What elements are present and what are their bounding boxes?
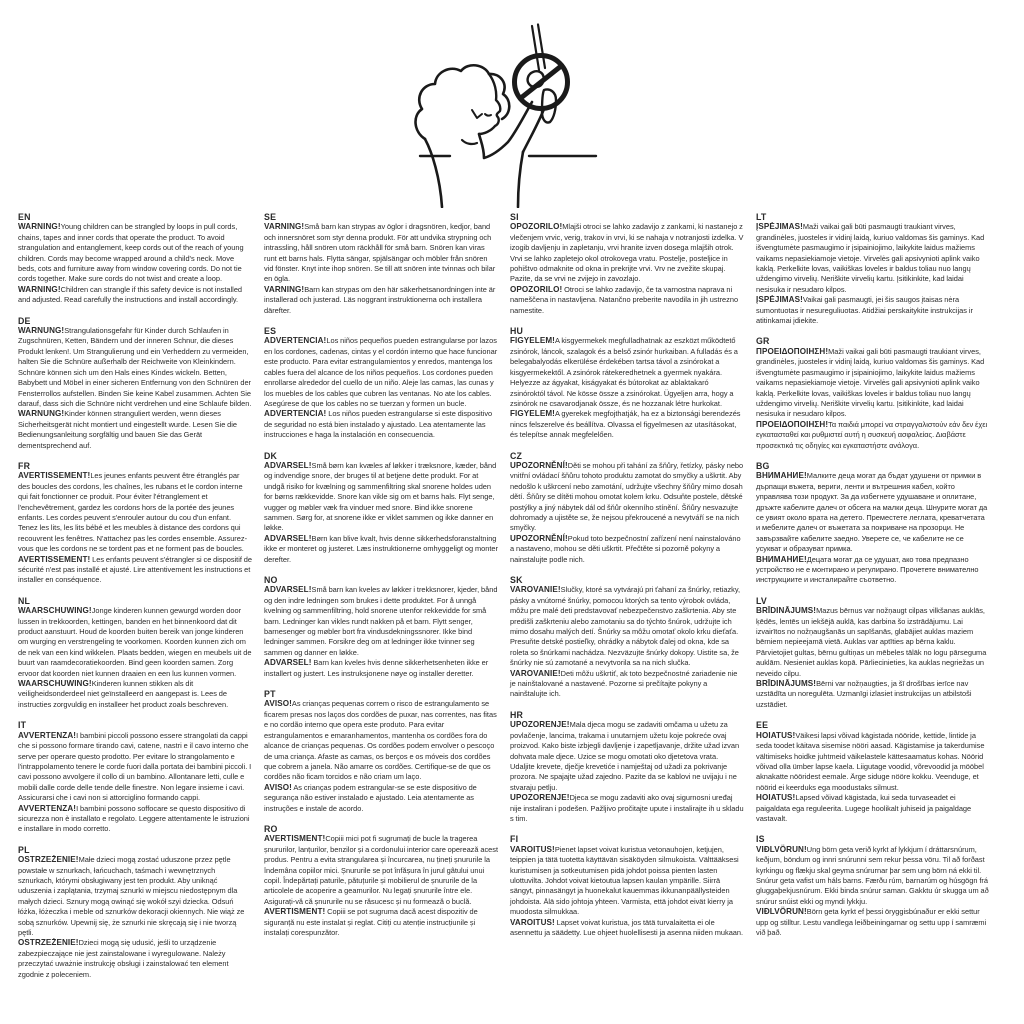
warning-text: Deti môžu uškrtiť, ak toto bezpečnostné zariadenie nie je nainštalované a nastavené. Pozorne si prečítajte pokyny a nainštalujte ich.	[510, 668, 738, 699]
warning-paragraph	[756, 222, 990, 295]
warning-lead-word: FIGYELEM!	[510, 409, 555, 419]
warning-paragraph	[264, 585, 498, 658]
warning-paragraph	[510, 285, 744, 316]
warning-paragraph	[264, 461, 498, 534]
warning-paragraphs	[756, 606, 990, 710]
lang-section-EN	[18, 212, 252, 306]
lang-section-DK	[264, 451, 498, 565]
warning-text: Börn geta kyrkt ef þessi öryggisbúnaður er ekki settur upp og stilltur. Lestu vandlega leiðbeiningarnar og settu upp í samræmi við það.	[756, 907, 987, 937]
warning-paragraph	[18, 855, 252, 938]
warning-lead-word: VARNING!	[264, 284, 305, 294]
warning-paragraph	[18, 222, 252, 284]
cord-hazard-illustration	[392, 12, 644, 208]
warning-text: Lapsed võivad kägistada, kui seda turvaseadet ei paigaldata ega reguleerita. Lugege hoolikalt juhiseid ja paigaldage vastavalt.	[756, 793, 972, 823]
warning-paragraphs	[18, 855, 252, 980]
warning-paragraph	[756, 471, 990, 554]
warning-lead-word: AVVERTENZA!	[18, 803, 77, 813]
warning-paragraph	[510, 585, 744, 668]
warning-paragraphs	[756, 731, 990, 825]
lang-section-BG	[756, 461, 990, 586]
warning-lead-word: BRĪDINĀJUMS!	[756, 679, 817, 689]
language-code: HU	[510, 326, 524, 337]
warning-text: Vaikai gali pasmaugti, jei šis saugos įtaisas nėra sumontuotas ir nesureguliuotas. Atidžiai perskaitykite instrukcijas ir atitinkamai įdiekite.	[756, 295, 973, 326]
warning-paragraphs	[18, 471, 252, 585]
warning-lead-word: WARNUNG!	[18, 409, 65, 419]
warning-text: Малките деца могат да бъдат удушени от примки в дърпащи въжета, вериги, ленти и вътрешния кабел, който управлява този продукт. За да избегнете удушаване и оплитане, дръжте кабелите далеч от обсега на малки деца. Шнурите могат да се увият около врата на детето. Преместете леглата, креватчетата и мебелите далеч от въжетата за покриване на прозорци. Не завързвайте кабелите заедно. Уверете се, че кабелите не се усукват и образуват примка.	[756, 471, 988, 554]
language-code: FR	[18, 460, 31, 471]
warning-text: Otroci se lahko zadavijo, če ta varnostna naprava ni nameščena in nastavljena. Natančno preberite navodila in jih ustrezno namestite.	[510, 284, 739, 315]
warning-lead-word: OPOZORILO!	[510, 284, 563, 294]
warning-text: As crianças pequenas correm o risco de estrangulamento se ficarem presas nos laços dos cordões de puxar, nas correntes, nas fitas e no cordão interno que opera este produto. Para evitar estrangulamentos e emaranhamentos, mantenha os cordões fora do alcance de crianças pequenas. Os cordões podem envolver o pescoço de uma criança. Afaste as camas, os berços e os móveis dos cordões que cobrem a janela. Não amarre os cordões. Certifique-se de que os cordões não ficam torcidos e não criam um laço.	[264, 699, 497, 782]
warning-paragraph	[264, 409, 498, 440]
warning-paragraph	[756, 731, 990, 793]
warning-paragraph	[756, 793, 990, 824]
lang-section-NL	[18, 596, 252, 710]
language-code: LT	[756, 212, 767, 222]
warning-paragraph	[756, 907, 990, 938]
language-code: SI	[510, 212, 519, 222]
warning-paragraph	[264, 222, 498, 284]
lang-section-GR	[756, 336, 990, 450]
warning-text: Τα παιδιά μπορεί να στραγγαλιστούν εάν δεν έχει εγκατασταθεί και ρυθμιστεί αυτή η συσκευή ασφαλείας. Διαβάστε προσεκτικά τις οδηγίες και εγκαταστήστε ανάλογα.	[756, 419, 988, 450]
warning-text: Децата могат да се удушат, ако това предпазно устройство не е монтирано и регулирано. Прочетете внимателно инструкциите и инсталирайте съответно.	[756, 554, 979, 585]
warning-paragraphs	[756, 471, 990, 585]
warning-lead-word: BRĪDINĀJUMS!	[756, 606, 817, 616]
warning-text: Slučky, ktoré sa vytvárajú pri ťahaní za šnúrky, retiazky, pásky a vnútorné šnúrky, pomocou ktorých sa tento výrobok ovláda, môžu pre malé deti predstavovať nebezpečenstvo zaškrtenia. Aby ste predišli zaškrteniu alebo zamotaniu sa do týchto šnúrok, udržujte ich mimo dosahu malých detí. Šnúrky sa môžu omotať okolo krku dieťaťa. Presuňte detské postieľky, ohrádky a nábytok ďalej od okna, kde sa roleta so šnúrkami nachádza. Nezväzujte šnúrky dokopy. Uistite sa, že šnúrky nie sú zamotané a nevytvorila sa na nich slučka.	[510, 585, 741, 668]
language-code: EE	[756, 720, 769, 731]
warning-lead-word: WARNING!	[18, 222, 61, 232]
lang-section-LV	[756, 596, 990, 710]
warning-lead-word: ĮSPĖJIMAS!	[756, 222, 803, 232]
warning-text: Pienet lapset voivat kuristua vetonauhojen, ketjujen, teippien ja tätä tuotetta käyttävän sisäköyden silmukoista. Välttääksesi kuristumisen ja sotkeutumisen pidä johdot poissa pienten lasten ulottuvilta. Johdot voivat kietoutua lapsen kaulan ympärille. Siirrä sängyt, pinnasängyt ja huonekalut kauemmas ikkunanpäällysteiden johdoista. Älä sido johtoja yhteen. Varmista, että johdot eivät kierry ja muodosta silmukkaa.	[510, 844, 739, 917]
warning-lead-word: ADVERTENCIA!	[264, 336, 327, 346]
warning-text: As crianças podem estrangular-se se este dispositivo de segurança não estiver instalado e ajustado. Leia atentamente as instruções e instale de acordo.	[264, 782, 477, 813]
warning-paragraphs	[264, 336, 498, 440]
warning-paragraph	[756, 679, 990, 710]
warning-text: Små barn kan strypas av öglor i dragsnören, kedjor, band och innersnöret som styr denna produkt. För att undvika strypning och intrassling, håll snören utom räckhåll för små barn. Snören kan viras runt ett barns hals. Flytta sängar, spjälsängar och möbler från snören vid fönster. Knyt inte ihop snören. Se till att snören inte tvinnas och bilar en ögla.	[264, 222, 496, 284]
lang-section-RO	[264, 824, 498, 938]
warning-paragraphs	[18, 731, 252, 835]
lang-section-PL	[18, 845, 252, 980]
warning-paragraph	[756, 295, 990, 326]
language-code: HR	[510, 709, 524, 720]
warning-lead-word: ADVARSEL!	[264, 460, 312, 470]
warning-lead-word: ΠΡΟΕΙΔΟΠΟΙΗΣΗ!	[756, 346, 829, 356]
language-code: DK	[264, 450, 278, 461]
warning-paragraph	[18, 804, 252, 835]
language-code: ES	[264, 326, 277, 337]
column-3	[510, 212, 744, 948]
warning-paragraphs	[264, 699, 498, 813]
warning-text: Små barn kan kveles av løkker i trekksnorer, kjeder, bånd og den indre ledningen som brukes i dette produktet. For å unngå kvelning og sammenfiltring, hold snorene utenfor rekkevidde for små barn. Ledninger kan vikles rundt nakken på et barn. Flytt senger, barnesenger og møbler bort fra vindusdekningssnorer. Ikke bind ledninger sammen. Forsikre deg om at ledninger ikke tvinner seg sammen og danner en løkke.	[264, 585, 498, 657]
warning-text: Kinder können stranguliert werden, wenn dieses Sicherheitsgerät nicht montiert und eingestellt wurde. Lesen Sie die Bedienungsanleitung sorgfältig und bauen Sie das Gerät dementsprechend auf.	[18, 409, 238, 450]
warning-text: Barn kan kveles hvis denne sikkerhetsenheten ikke er installert og justert. Les instruksjonene nøye og installer deretter.	[264, 658, 489, 678]
warning-text: Jonge kinderen kunnen gewurgd worden door lussen in trekkoorden, kettingen, banden en het binnenkoord dat dit product aanstuurt. Houd de koorden buiten bereik van jonge kinderen om wurging en verstrengeling te voorkomen. Koorden kunnen zich om de nek van een kind wikkelen. Plaats bedden, wiegen en meubels uit de buurt van raamdecoratiekoorden. Bind geen koorden samen. Zorg ervoor dat koorden niet kunnen draaien en een lus kunnen vormen.	[18, 606, 252, 678]
warning-text: Děti se mohou při tahání za šňůry, řetízky, pásky nebo vnitřní ovládací šňůru tohoto produktu zamotat do smyčky a uškrtit. Aby nedošlo k uškrcení nebo zamotání, udržujte všechny šňůry mimo dosah dětí. Šňůry se dítěti mohou omotat kolem krku. Odsuňte postele, dětské postýlky a jiný nábytek dál od šňůr okenního stínění. Šňůry nesvazujte dohromady a ujistěte se, že nejsou překroucené a nevytváří se na nich smyčky.	[510, 460, 744, 533]
language-code: LV	[756, 595, 767, 606]
warning-paragraphs	[18, 222, 252, 305]
warning-paragraph	[510, 336, 744, 409]
warning-paragraph	[18, 285, 252, 306]
warning-lead-word: ADVARSEL!	[264, 585, 312, 595]
column-2	[264, 212, 498, 948]
language-code: CZ	[510, 450, 523, 461]
warning-lead-word: OSTRZEŻENIE!	[18, 855, 79, 865]
language-code: NO	[264, 575, 278, 585]
warning-paragraphs	[756, 222, 990, 326]
lang-section-IT	[18, 720, 252, 834]
warning-text: Mlajši otroci se lahko zadavijo z zankami, ki nastanejo z vlečenjem vrvic, verig, trakov in vrvi, ki se nahaja v notranjosti izdelka. V izogib davljenju in zapletanju, vrvi hranite izven dosega mlajših otrok. Vrvi se lahko zapletejo okol otrokovega vratu. Postelje, posteljice in pohištvo odmaknite od okna in prekrijte vrvi. Vrv ne zvežite skupaj. Pazite, da se vrvi ne zvijejo in zavozlajo.	[510, 222, 744, 284]
warning-lead-word: WARNING!	[18, 284, 61, 294]
language-code: IS	[756, 834, 765, 845]
warning-lead-word: ВНИМАНИЕ!	[756, 471, 807, 481]
warning-lead-word: FIGYELEM!	[510, 336, 555, 346]
warning-text: Les enfants peuvent s'étrangler si ce dispositif de sécurité n'est pas installé et ajusté. Lire attentivement les instructions et installer en conséquence.	[18, 554, 252, 585]
lang-section-LT	[756, 212, 990, 326]
warning-paragraph	[18, 938, 252, 980]
warning-text: Ung börn geta verið kyrkt af lykkjum í dráttarsnúrum, keðjum, böndum og innri snúrunni sem rekur þessa vöru. Til að forðast kyrkingu og flækju skal geyma snúrurnar þar sem ung börn ná ekki til. Snúrur geta vafist um háls barns. Færðu rúm, barnarúm og húsgögn frá gluggaþekjusnúrum. Ekki binda snúrur saman. Gakktu úr skugga um að snúrur snúist ekki og myndi lykkju.	[756, 844, 989, 906]
warning-paragraph	[510, 793, 744, 824]
language-code: PL	[18, 844, 30, 855]
warning-text: Bērni var nožņaugties, ja šī drošības ierīce nav uzstādīta un noregulēta. Uzmanīgi izlasiet instrukcijas un atbilstoši uzstādiet.	[756, 679, 972, 709]
warning-lead-word: UPOZORENJE!	[510, 793, 570, 803]
warning-text: Children can strangle if this safety device is not installed and adjusted. Read carefully the instructions and install accordingly.	[18, 284, 243, 305]
language-code: FI	[510, 834, 519, 845]
warning-text: Mazus bērnus var nožņaugt cilpas vilkšanas auklās, ķēdēs, lentēs un iekšējā auklā, kas darbina šo izstrādājumu. Lai izvairītos no nožņaugšanās un sapīšanās, glabājiet auklas maziem bērniem nepieejamā vietā. Auklas var aptīties ap bērna kaklu. Pārvietojiet gultas, bērnu gultiņas un mēbeles tālāk no logu pārseguma auklām. Nesieniet auklas kopā. Pārliecinieties, ka auklas negriežas un neveido cilpu.	[756, 606, 987, 678]
warning-lead-word: ВНИМАНИЕ!	[756, 554, 807, 564]
warning-text: Børn kan blive kvalt, hvis denne sikkerhedsforanstaltning ikke er monteret og justeret. Læs instruktionerne omhyggeligt og monter derefter.	[264, 533, 498, 564]
warning-lead-word: HOIATUS!	[756, 793, 796, 803]
warning-text: Kinderen kunnen stikken als dit veiligheidsonderdeel niet geïnstalleerd en aangepast is. Lees de instructies zorgvuldig en installeer het product zoals beschreven.	[18, 679, 229, 709]
warning-text: Små børn kan kvæles af løkker i træksnore, kæder, bånd og indvendige snore, der bruges til at betjene dette produkt. For at undgå risiko for kvælning og sammenfiltring skal snorene holdes uden for børns rækkevidde. Snore kan vikle sig om et barns hals. Flyt senge, vugger og møbler væk fra vinduer med snore. Bind ikke snorene sammen. Sørg for, at snorene ikke er viklet sammen og ikke danner en løkke.	[264, 460, 497, 533]
warning-lead-word: ADVARSEL!	[264, 658, 312, 668]
warning-text: Los niños pequeños pueden estrangularse por lazos en los cordones, cadenas, cintas y el cordón interno que hace funcionar este producto. Para evitar estrangulamientos y enredos, mantenga los cables fuera del alcance de los niños pequeños. Los cordones pueden enrollarse alrededor del cuello de un niño. Aleje las camas, las cunas y los muebles de los cables que cubren las ventanas. No ate los cables. Asegúrese de que los cables no se tuerzan y formen un bucle.	[264, 336, 498, 408]
language-code: GR	[756, 336, 770, 347]
warning-lead-word: VIÐLVÖRUN!	[756, 907, 807, 917]
language-code: IT	[18, 720, 27, 731]
warning-paragraph	[756, 606, 990, 679]
warning-lead-word: VAROVANIE!	[510, 668, 561, 678]
warning-paragraph	[756, 420, 990, 451]
warning-paragraph	[18, 679, 252, 710]
warning-paragraph	[510, 918, 744, 939]
lang-section-SE	[264, 212, 498, 316]
warning-paragraphs	[264, 585, 498, 679]
warning-lead-word: WARNUNG!	[18, 326, 65, 336]
warning-paragraphs	[264, 834, 498, 938]
language-code: RO	[264, 823, 278, 834]
warning-paragraphs	[18, 606, 252, 710]
warning-paragraph	[510, 534, 744, 565]
warning-paragraph	[18, 326, 252, 409]
warning-lead-word: AVVERTENZA!	[18, 730, 77, 740]
warning-paragraph	[264, 699, 498, 782]
warning-lead-word: VIÐLVÖRUN!	[756, 844, 807, 854]
warning-paragraphs	[264, 222, 498, 316]
column-4	[756, 212, 990, 948]
blind-cord-icon	[532, 25, 545, 71]
warning-lead-word: ΠΡΟΕΙΔΟΠΟΙΗΣΗ!	[756, 419, 829, 429]
warning-paragraph	[18, 606, 252, 679]
warning-paragraph	[510, 461, 744, 534]
warning-lead-word: UPOZORNĚNÍ!	[510, 533, 568, 543]
lang-section-EE	[756, 720, 990, 824]
warning-lead-word: AVISO!	[264, 699, 292, 709]
warning-lead-word: WAARSCHUWING!	[18, 606, 92, 616]
warning-paragraphs	[510, 461, 744, 565]
warning-lead-word: HOIATUS!	[756, 730, 796, 740]
warning-lead-word: ADVERTENCIA!	[264, 409, 327, 419]
warning-paragraph	[510, 720, 744, 793]
lang-section-SI	[510, 212, 744, 316]
warning-text: A kisgyermekek megfulladhatnak az eszközt működtető zsinórok, láncok, szalagok és a belső zsinór hurkaiban. A fulladás és a belegabalyodás elkerülése érdekében tartsa távol a zsinórokat a kisgyermekektől. A zsinórok rátekeredhetnek a gyermek nyakára. Helyezze az ágyakat, kiságyakat és bútorokat az ablaktakaró zsinóroktól távol. Ne kösse össze a zsinórokat. Ügyeljen arra, hogy a zsinórok ne csavarodjanak össze, és ne hozzanak létre hurkokat.	[510, 336, 738, 408]
warning-paragraphs	[510, 720, 744, 824]
lang-section-FI	[510, 834, 744, 938]
warning-text: Pokud toto bezpečnostní zařízení není nainstalováno a nastaveno, mohou se děti uškrtit. Přečtěte si pozorně pokyny a nainstalujte podle nich.	[510, 533, 741, 564]
lang-section-HU	[510, 326, 744, 440]
column-1	[18, 212, 252, 990]
warning-lead-word: OPOZORILO!	[510, 222, 563, 232]
warning-paragraph	[18, 555, 252, 586]
warning-paragraph	[756, 347, 990, 420]
warning-lead-word: UPOZORNĚNÍ!	[510, 460, 568, 470]
warning-text: Les jeunes enfants peuvent être étranglés par des boucles des cordons, les chaînes, les rubans et le cordon interne qui fait fonctionner ce produit. Pour éviter l'étranglement et l'enchevêtrement, gardez les cordons hors de la portée des jeunes enfants. Les cordes peuvent s'enrouler autour du cou d'un enfant. Tenez les lits, les lits bébé et les meubles à distance des cordons qui recouvrent les fenêtres. N'attachez pas les cordes ensemble. Assurez-vous que les cordons ne se tordent pas et ne forment pas de boucles.	[18, 471, 248, 554]
warning-lead-word: AVERTISSEMENT!	[18, 471, 91, 481]
language-code: EN	[18, 212, 31, 222]
warning-paragraph	[756, 845, 990, 907]
warning-paragraphs	[510, 585, 744, 699]
warning-lead-word: VARNING!	[264, 222, 305, 232]
warning-lead-word: AVERTISMENT!	[264, 834, 326, 844]
warning-text: Maži vaikai gali būti pasmaugti traukiant virves, grandinėles, juosteles ir vidinį laidą, kuriuo valdomas šis gaminys. Kad išvengtumėte pasmaugimo ir įsipainiojimo, laikykite laidus mažiems vaikams nepasiekiamoje vietoje. Virvelės gali apsivynioti aplink vaiko kaklą. Perkelkite lovas, vaikiškas loveles ir baldus toliau nuo langų uždengimo virvelių. Neriškite virvelių kartu. Įsitikinkite, kad laidai nesisuka ir nesudaro kilpos.	[756, 222, 985, 294]
warning-paragraph	[510, 222, 744, 284]
warning-paragraph	[18, 471, 252, 554]
warning-text: Mala djeca mogu se zadaviti omčama u užetu za povlačenje, lancima, trakama i unutarnjem užetu koje pokreće ovaj proizvod. Kako biste izbjegli davljenje i zapetljavanje, držite užad izvan dohvata male djece. Uzice se mogu omotati oko djetetova vrata. Udaljite krevete, dječje krevetiće i namještaj od užadi za pokrivanje prozora. Ne spajajte užad zajedno. Pazite da se kablovi ne uvijaju i ne stvaraju petlju.	[510, 720, 740, 792]
lang-section-PT	[264, 689, 498, 814]
warning-text: Young children can be strangled by loops in pull cords, chains, tapes and inner cords that operate the product. To avoid strangulation and entanglement, keep cords out of the reach of young children. Cords may become wrapped around a child's neck. Move beds, cots and furniture away from window covering cords. Do not tie cords together. Make sure cords do not twist and create a loop.	[18, 222, 244, 284]
warning-lead-word: VAROITUS!	[510, 917, 555, 927]
warning-text: Barn kan strypas om den här säkerhetsanordningen inte är installerad och justerad. Läs noggrant instruktionerna och installera därefter.	[264, 284, 496, 315]
warning-paragraph	[264, 285, 498, 316]
lang-section-SK	[510, 575, 744, 700]
warning-paragraph	[756, 555, 990, 586]
warning-lead-word: ĮSPĖJIMAS!	[756, 295, 803, 305]
language-code: SE	[264, 212, 277, 222]
warning-text: A gyerekek megfojthatják, ha ez a biztonsági berendezés nincs felszerelve és beállítva. Olvassa el figyelmesen az utasításokat, és telepítse annak megfelelően.	[510, 409, 741, 440]
warning-lead-word: AVISO!	[264, 782, 292, 792]
warning-text: Väikesi lapsi võivad kägistada nööride, kettide, lintide ja seda toodet käitava sisemise nööri aasad. Kägistamise ja takerdumise vältimiseks hoidke juhtmeid väikelastele kättesaamatus kohas. Nöörid võivad olla ümber lapse kaela. Liigutage voodid, võrevoodid ja mööbel aknakatte nööridest eemale. Ärge siduge nööre kokku. Veenduge, et nöörid ei keerduks ega moodustaks silmust.	[756, 730, 985, 792]
warning-paragraph	[264, 336, 498, 409]
warning-paragraph	[264, 834, 498, 907]
warning-paragraph	[18, 731, 252, 804]
warning-text: Lapset voivat kuristua, jos tätä turvalaitetta ei ole asennettu ja säädetty. Lue ohjeet huolellisesti ja asenna niiden mukaan.	[510, 917, 744, 937]
lang-section-ES	[264, 326, 498, 440]
warning-paragraphs	[756, 347, 990, 451]
warning-paragraphs	[510, 222, 744, 316]
warning-lead-word: VAROVANIE!	[510, 585, 561, 595]
warning-text: I bambini possono soffocare se questo dispositivo di sicurezza non è installato e regolato. Leggere attentamente le istruzioni e installare in modo corretto.	[18, 803, 250, 834]
warning-text: Djeca se mogu zadaviti ako ovaj sigurnosni uređaj nije instaliran i podešen. Pažljivo pročitajte upute i instalirajte ih u skladu s tim.	[510, 793, 744, 823]
warning-text: Dzieci mogą się udusić, jeśli to urządzenie zabezpieczające nie jest zainstalowane i wyregulowane. Należy przeczytać uważnie instrukcję obsługi i zainstalować ten element zgodnie z poleceniem.	[18, 938, 229, 979]
warning-paragraph	[510, 669, 744, 700]
language-code: NL	[18, 595, 31, 606]
warning-text: Strangulationsgefahr für Kinder durch Schlaufen in Zugschnüren, Ketten, Bändern und der inneren Schnur, die dieses Produkt lenken!. Um Strangulierung und ein Verheddern zu vermeiden, halten Sie die Schnüre außerhalb der Reichweite von Kleinkindern. Schnüre können sich um den Hals eines Kindes wickeln. Betten, Babybett und Möbel in einer sicheren Entfernung von den Schnüren der Fensterrollos aufstellen. Binden Sie keine Kabel zusammen. Achten Sie darauf, dass sich die Schnüre nicht verdrehen und eine Schlaufe bilden.	[18, 326, 252, 408]
warning-lead-word: OSTRZEŻENIE!	[18, 938, 79, 948]
warning-paragraphs	[510, 845, 744, 939]
lang-section-NO	[264, 575, 498, 679]
warning-lead-word: AVERTISMENT!	[264, 907, 326, 917]
warning-paragraphs	[756, 845, 990, 939]
warning-text: Maži vaikai gali būti pasmaugti traukiant virves, grandinėles, juosteles ir vidinį laidą, kuriuo valdomas šis gaminys. Kad išvengtumėte pasmaugimo ir įsipainiojimo, laikykite laidus mažiems vaikams nepasiekiamoje vietoje. Virvelės gali apsivynioti aplink vaiko kaklą. Perkelkite lovas, vaikiškas loveles ir baldus toliau nuo langų uždengimo virvelių. Neriškite virvelių kartu. Įsitikinkite, kad laidai nesisuka ir nesudaro kilpos.	[756, 346, 985, 419]
warning-paragraph	[264, 534, 498, 565]
child-figure	[416, 65, 510, 139]
warning-paragraph	[510, 409, 744, 440]
lang-section-HR	[510, 710, 744, 824]
warning-paragraph	[264, 907, 498, 938]
lang-section-CZ	[510, 451, 744, 565]
warning-paragraph	[18, 409, 252, 451]
warning-paragraphs	[510, 336, 744, 440]
lang-section-IS	[756, 834, 990, 938]
warning-text: Małe dzieci mogą zostać uduszone przez pętle powstałe w sznurkach, łańcuchach, taśmach i wewnętrznych sznurkach, którymi obsługiwany jest ten produkt. Aby uniknąć uduszenia i zaplątania, trzymaj sznurki w miejscu niedostępnym dla małych dzieci. Sznury mogą owinąć się wokół szyi dziecka. Odsuń łóżka, łóżeczka i meble od sznurków dekoracji okiennych. Nie wiąż ze sobą sznurków. Upewnij się, że sznurki nie skręcają się i nie tworzą pętli.	[18, 855, 245, 937]
language-code: DE	[18, 315, 31, 326]
warning-paragraph	[264, 658, 498, 679]
warning-paragraph	[264, 783, 498, 814]
warning-paragraphs	[264, 461, 498, 565]
warning-lead-word: WAARSCHUWING!	[18, 679, 92, 689]
warning-text: Copiii mici pot fi sugrumați de bucle la tragerea șnururilor, lanțurilor, benzilor și a cordonului interior care operează acest produs. Pentru a evita strangularea și încurcarea, nu țineți șnururile la îndemâna copiilor mici. Șnururile se pot înfășura în jurul gâtului unui copil. Îndepărtați paturile, pătuțurile și mobilierul de șnururile de la articolele de acoperire a geamurilor. Nu legați șnururile între ele. Asigurați-vă că șnururile nu se răsucesc și nu formează o buclă.	[264, 834, 498, 906]
warning-lead-word: ADVARSEL!	[264, 533, 312, 543]
language-code: BG	[756, 460, 770, 471]
warning-lead-word: AVERTISSEMENT!	[18, 554, 91, 564]
language-code: PT	[264, 689, 276, 700]
warning-lead-word: UPOZORENJE!	[510, 720, 570, 730]
language-code: SK	[510, 575, 523, 585]
warning-paragraph	[510, 845, 744, 918]
warning-paragraphs	[18, 326, 252, 451]
warning-lead-word: VAROITUS!	[510, 844, 555, 854]
lang-section-DE	[18, 316, 252, 451]
warning-text: I bambini piccoli possono essere strangolati da cappi che si possono formare tirando cavi, catene, nastri e il cavo interno che serve per operare questo prodotto. Per evitare lo strangolamento e l'intrappolamento tenere le corde fuori dalla portata dei bambini piccoli. I cavi possono avvolgere il collo di un bambino. Allontanare letti, culle e mobili dalle corde delle tende delle finestre. Non legare insieme i cavi. Assicurarsi che i cavi non si attorciglino formando cappi.	[18, 730, 252, 803]
warning-text: Los niños pueden estrangularse si este dispositivo de seguridad no está bien instalado y ajustado. Lea atentamente las instrucciones e haga la instalación en consecuencia.	[264, 409, 493, 440]
lang-section-FR	[18, 461, 252, 586]
warning-text: Copiii se pot sugruma dacă acest dispozitiv de siguranță nu este instalat și reglat. Citiți cu atenție instrucțiunile și instalați corespunzător.	[264, 907, 478, 937]
